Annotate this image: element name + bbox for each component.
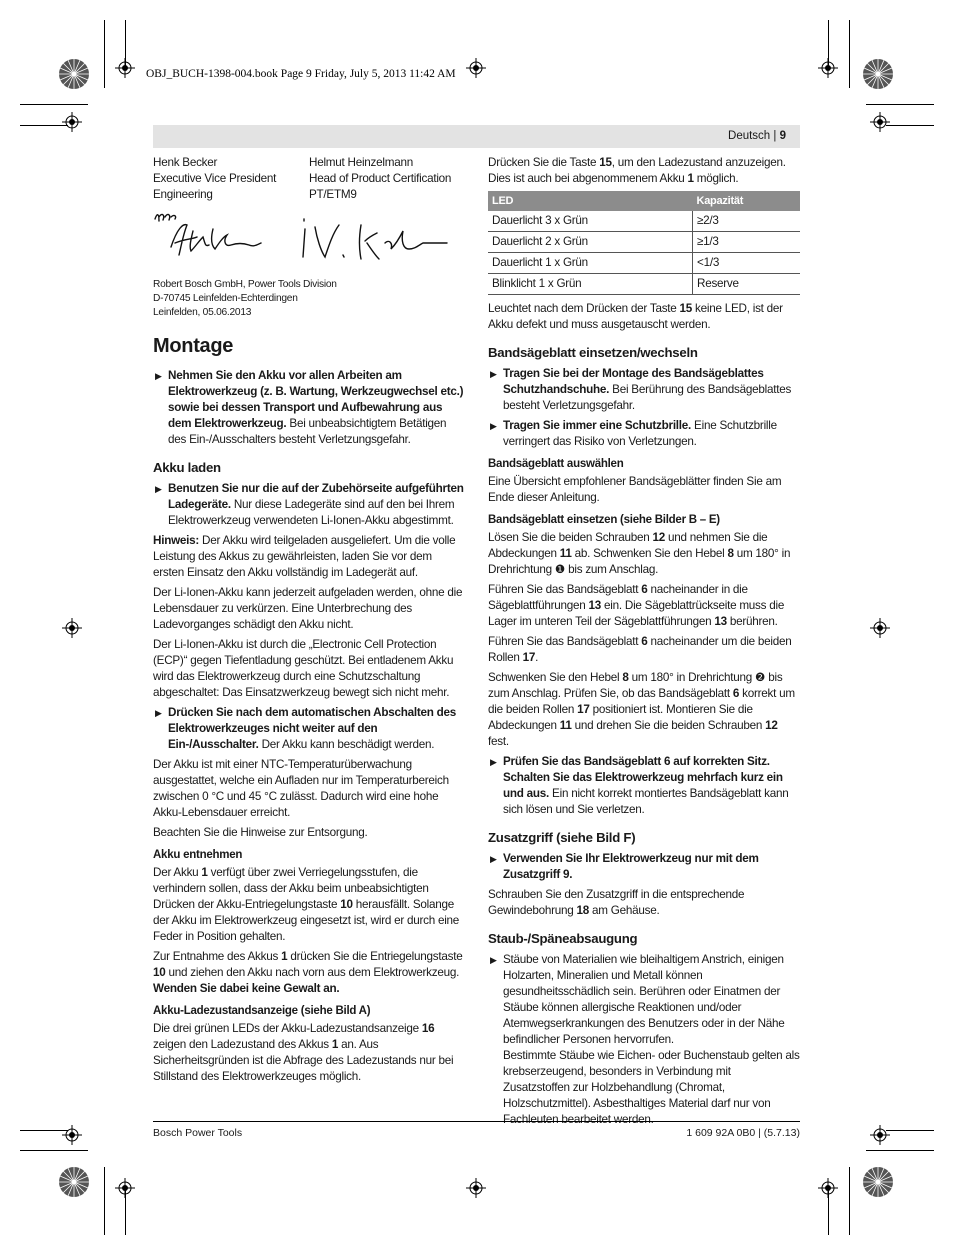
- safety-note-bold: Benutzen Sie nur die auf der Zubehörseite aufgeführten Ladegeräte.: [168, 482, 464, 511]
- table-row: [488, 232, 800, 253]
- signatory-title: Head of Product Certification: [309, 172, 452, 185]
- ref-number: 11: [559, 719, 572, 732]
- subheading-akku-entnehmen: Akku entnehmen: [153, 849, 243, 861]
- registration-mark-icon: [62, 1125, 82, 1145]
- crop-mark: [104, 1167, 105, 1235]
- subheading-bandsaegeblatt: Bandsägeblatt einsetzen/wechseln: [488, 345, 698, 360]
- table-cell: ≥2/3: [693, 211, 801, 232]
- ref-number: 11: [559, 547, 572, 560]
- safety-note-bold: Drücken Sie nach dem automatischen Abschalten des Elektrowerkzeuges nicht weiter auf den Ein-/Ausschalter.: [168, 706, 457, 751]
- section-title: Montage: [153, 335, 234, 357]
- ref-number: 8: [622, 671, 629, 684]
- text: an. Aus Sicherheitsgründen ist die Abfrage des Ladezustands nur bei Stillstand des Elektrowerkzeuges möglich.: [153, 1038, 454, 1083]
- safety-note-text: Bestimmte Stäube wie Eichen- oder Buchenstaub gelten als krebserzeugend, besonders in Verbindung mit Zusatzstoffen zur Holzbehandlung (Chromat, Holzschutzmittel). Asbesthaltiges Material darf nur von Fachleuten bearbeitet werden.: [503, 1049, 800, 1126]
- footer-left: Bosch Power Tools: [153, 1127, 243, 1139]
- ref-number: 1: [687, 172, 694, 185]
- bullet-triangle-icon: ▶: [155, 371, 162, 381]
- safety-note-bold: Verwenden Sie Ihr Elektrowerkzeug nur mit dem Zusatzgriff 9.: [503, 852, 759, 881]
- signatory-title: Executive Vice President: [153, 172, 277, 185]
- paragraph: [153, 949, 465, 997]
- safety-note-bold: Prüfen Sie das Bandsägeblatt 6 auf korrekten Sitz. Schalten Sie das Elektrowerkzeug mehrfach kurz ein und aus.: [503, 755, 783, 800]
- ref-number: 8: [727, 547, 734, 560]
- star-target-icon: [862, 1166, 894, 1198]
- paragraph: [488, 155, 800, 187]
- registration-mark-icon: [62, 618, 82, 638]
- text: bis zum Anschlag.: [565, 563, 659, 576]
- ref-number: 16: [421, 1022, 435, 1035]
- safety-note-text: Bei Berührung des Bandsägeblattes besteht Verletzungsgefahr.: [503, 383, 792, 412]
- text: Zur Entnahme des Akkus: [153, 950, 282, 963]
- signatory-dept: PT/ETM9: [309, 188, 357, 201]
- safety-note-bold: Tragen Sie bei der Montage des Bandsägeblattes Schutzhandschuhe.: [503, 367, 764, 396]
- subheading-ladezustand: Akku-Ladezustandsanzeige (siehe Bild A): [153, 1005, 371, 1017]
- text: nacheinander in die Sägeblattführungen: [488, 583, 748, 612]
- safety-note-text: Nur diese Ladegeräte sind auf den bei Ihrem Elektrowerkzeug verwendeten Li-Ionen-Akku abgestimmt.: [168, 498, 455, 527]
- page-header: [153, 125, 800, 148]
- ref-number: 6: [732, 687, 740, 700]
- crop-mark: [866, 104, 934, 105]
- text: Führen Sie das Bandsägeblatt: [488, 635, 642, 648]
- registration-mark-icon: [818, 1178, 838, 1198]
- registration-mark-icon: [870, 1125, 890, 1145]
- crop-mark: [20, 1150, 88, 1151]
- ref-number: 15: [599, 156, 612, 169]
- print-slug: OBJ_BUCH-1398-004.book Page 9 Friday, July 5, 2013 11:42 AM: [146, 68, 456, 80]
- signatory-dept: Engineering: [153, 188, 213, 201]
- text: und ziehen den Akku nach vorn aus dem Elektrowerkzeug.: [165, 966, 460, 979]
- safety-note: [488, 952, 800, 1128]
- table-cell: Reserve: [693, 274, 801, 295]
- text: positioniert ist. Montieren Sie die Abdeckungen: [488, 703, 753, 732]
- text: Drücken Sie die Taste: [488, 156, 600, 169]
- warning-text: Wenden Sie dabei keine Gewalt an.: [153, 982, 340, 995]
- bullet-triangle-icon: ▶: [490, 369, 497, 379]
- table-row: [488, 211, 800, 232]
- text: Lösen Sie die beiden Schrauben: [488, 531, 653, 544]
- bullet-triangle-icon: ▶: [155, 484, 162, 494]
- header-page: 9: [779, 130, 786, 142]
- paragraph: Beachten Sie die Hinweise zur Entsorgung.: [153, 826, 368, 839]
- subheading-auswaehlen: Bandsägeblatt auswählen: [488, 458, 624, 470]
- table-cell: <1/3: [693, 253, 801, 274]
- paragraph: [488, 582, 800, 630]
- text: bis zum Anschlag. Prüfen Sie, ob das Bandsägeblatt: [488, 671, 783, 700]
- table-cell: Blinklicht 1 x Grün: [488, 274, 693, 295]
- text: korrekt um die beiden Rollen: [488, 687, 795, 716]
- text: berühren.: [726, 615, 778, 628]
- table-header-row: [488, 191, 800, 211]
- text: ab. Schwenken Sie den Hebel: [571, 547, 728, 560]
- table-row: [488, 274, 800, 295]
- text: möglich.: [693, 172, 739, 185]
- text: ein. Die Sägeblattrückseite muss die Lager im unteren Teil der Sägeblattführungen: [488, 599, 785, 628]
- ref-number: 6: [641, 583, 648, 596]
- crop-mark: [20, 125, 68, 126]
- text: am Gehäuse.: [589, 904, 660, 917]
- safety-note-bold: Tragen Sie immer eine Schutzbrille.: [503, 419, 692, 432]
- ref-number: 18: [576, 904, 590, 917]
- ref-number: 1: [281, 950, 288, 963]
- registration-mark-icon: [115, 1178, 135, 1198]
- safety-note-bold: Nehmen Sie den Akku vor allen Arbeiten am Elektrowerkzeug (z. B. Wartung, Werkzeugwechsel etc.) sowie bei dessen Transport und Aufbewahrung aus dem Elektrowerkzeug.: [168, 369, 464, 430]
- text: keine LED, ist der Akku defekt und muss ausgetauscht werden.: [488, 302, 783, 331]
- crop-mark: [849, 20, 850, 88]
- safety-note-text: Eine Schutzbrille verringert das Risiko von Verletzungen.: [503, 419, 777, 448]
- column-header-kapazitaet: Kapazität: [693, 191, 801, 211]
- text: drücken Sie die Entriegelungstaste: [287, 950, 463, 963]
- hinweis-label: Hinweis:: [153, 534, 200, 547]
- star-target-icon: [862, 58, 894, 90]
- bullet-triangle-icon: ▶: [490, 955, 497, 965]
- safety-note-text: Der Akku kann beschädigt werden.: [258, 738, 435, 751]
- ref-number: 17: [577, 703, 590, 716]
- paragraph: Der Akku ist mit einer NTC-Temperaturüberwachung ausgestattet, welche ein Aufladen nur im Temperaturbereich zwischen 0 °C und 45 °C zulässt. Dadurch wird eine hohe Akku-Lebensdauer erreicht.: [153, 758, 449, 819]
- crop-mark: [104, 20, 105, 88]
- text: Schwenken Sie den Hebel: [488, 671, 623, 684]
- rotation-step-1-icon: ❶: [554, 563, 566, 576]
- crop-mark: [849, 1167, 850, 1235]
- registration-mark-icon: [870, 618, 890, 638]
- safety-note: [153, 368, 465, 448]
- table-row: [488, 253, 800, 274]
- paragraph: [488, 670, 800, 750]
- subheading-zusatzgriff: Zusatzgriff (siehe Bild F): [488, 830, 636, 845]
- paragraph: [488, 634, 800, 666]
- safety-note: [153, 481, 465, 529]
- text: verfügt über zwei Verriegelungsstufen, die verhindern sollen, dass der Akku beim unbeabsichtigten Drücken der Akku-Entriegelungstaste: [153, 866, 429, 911]
- registration-mark-icon: [115, 58, 135, 78]
- text: , um den Ladezustand anzuzeigen. Dies ist auch bei abgenommenem Akku: [488, 156, 786, 185]
- header-separator: |: [770, 130, 780, 142]
- table-cell: Dauerlicht 1 x Grün: [488, 253, 693, 274]
- subheading-einsetzen: Bandsägeblatt einsetzen (siehe Bilder B – E): [488, 514, 720, 526]
- registration-mark-icon: [466, 1178, 486, 1198]
- paragraph: Der Li-Ionen-Akku kann jederzeit aufgeladen werden, ohne die Lebensdauer zu verkürzen. Eine Unterbrechung des Ladevorganges schädigt den Akku nicht.: [153, 586, 463, 631]
- ref-number: 12: [652, 531, 665, 544]
- right-column: [488, 155, 800, 1132]
- text: zeigen den Ladezustand des Akkus: [153, 1038, 332, 1051]
- text: Leuchtet nach dem Drücken der Taste: [488, 302, 680, 315]
- ref-number: 17: [522, 651, 536, 664]
- ref-number: 10: [340, 898, 353, 911]
- safety-note: [488, 418, 800, 450]
- crop-mark: [866, 1150, 934, 1151]
- footer-rule: [153, 1121, 800, 1122]
- company-date: Leinfelden, 05.06.2013: [153, 307, 252, 318]
- registration-mark-icon: [818, 58, 838, 78]
- footer-right: 1 609 92A 0B0 | (5.7.13): [686, 1127, 800, 1139]
- ref-number: 10: [153, 966, 166, 979]
- handwritten-signatures: [153, 209, 453, 271]
- text: um 180° in Drehrichtung: [488, 547, 791, 576]
- safety-note-text: Bei unbeabsichtigtem Betätigen des Ein-/Ausschalters besteht Verletzungsgefahr.: [168, 417, 447, 446]
- safety-note: [488, 366, 800, 414]
- signature-block: [153, 155, 465, 203]
- ref-number: 6: [641, 635, 648, 648]
- left-column: [153, 155, 465, 1089]
- page-number: [728, 130, 786, 142]
- text: nacheinander um die beiden Rollen: [488, 635, 792, 664]
- paragraph: [488, 530, 800, 578]
- safety-note: [153, 705, 465, 753]
- paragraph: Eine Übersicht empfohlener Bandsägeblätter finden Sie am Ende dieser Anleitung.: [488, 475, 782, 504]
- paragraph: [153, 1021, 465, 1085]
- led-capacity-table: [488, 191, 800, 295]
- crop-mark: [20, 1130, 68, 1131]
- text: und drehen Sie die beiden Schrauben: [571, 719, 766, 732]
- paragraph: [488, 301, 800, 333]
- bullet-triangle-icon: ▶: [490, 421, 497, 431]
- signatory-2: [309, 155, 465, 203]
- table-cell: Dauerlicht 3 x Grün: [488, 211, 693, 232]
- ref-number: 1: [331, 1038, 339, 1051]
- crop-mark: [886, 125, 934, 126]
- company-address: D-70745 Leinfelden-Echterdingen: [153, 293, 298, 304]
- table-cell: ≥1/3: [693, 232, 801, 253]
- paragraph: [488, 887, 800, 919]
- ref-number: 15: [679, 302, 693, 315]
- ref-number: 12: [765, 719, 778, 732]
- registration-mark-icon: [62, 112, 82, 132]
- hinweis-text: Der Akku wird teilgeladen ausgeliefert. Um die volle Leistung des Akkus zu gewährleisten, laden Sie vor dem ersten Einsatz den Akku vollständig im Ladegerät auf.: [153, 534, 456, 579]
- paragraph: [153, 865, 465, 945]
- text: um 180° in Drehrichtung: [628, 671, 756, 684]
- safety-note-text: Ein nicht korrekt montiertes Bandsägeblatt kann sich lösen und Sie verletzen.: [503, 787, 789, 816]
- safety-note: [488, 754, 800, 818]
- registration-mark-icon: [466, 58, 486, 78]
- header-language: Deutsch: [728, 130, 771, 142]
- signatory-name: Henk Becker: [153, 156, 218, 169]
- text: Führen Sie das Bandsägeblatt: [488, 583, 642, 596]
- text: Schrauben Sie den Zusatzgriff in die entsprechende Gewindebohrung: [488, 888, 745, 917]
- signatory-name: Helmut Heinzelmann: [309, 156, 413, 169]
- bullet-triangle-icon: ▶: [490, 854, 497, 864]
- table-cell: Dauerlicht 2 x Grün: [488, 232, 693, 253]
- subheading-staubabsaugung: Staub-/Späneabsaugung: [488, 931, 638, 946]
- crop-mark: [886, 1130, 934, 1131]
- company-name: Robert Bosch GmbH, Power Tools Division: [153, 279, 337, 290]
- text: .: [535, 651, 539, 664]
- ref-number: 1: [201, 866, 208, 879]
- safety-note: [488, 851, 800, 883]
- star-target-icon: [58, 1166, 90, 1198]
- subheading-akku-laden: Akku laden: [153, 460, 221, 475]
- column-header-led: LED: [488, 191, 693, 211]
- text: fest.: [488, 735, 509, 748]
- bullet-triangle-icon: ▶: [490, 757, 497, 767]
- text: Der Akku: [153, 866, 202, 879]
- ref-number: 13: [714, 615, 727, 628]
- signatory-1: [153, 155, 309, 203]
- ref-number: 13: [588, 599, 602, 612]
- paragraph-hinweis: [153, 533, 465, 581]
- bullet-triangle-icon: ▶: [155, 708, 162, 718]
- text: herausfällt. Solange der Akku im Elektrowerkzeug eingesetzt ist, wird er durch eine Feder in Position gehalten.: [153, 898, 460, 943]
- safety-note-text: Stäube von Materialien wie bleihaltigem Anstrich, einigen Holzarten, Mineralien und Metall können gesundheitsschädlich sein. Berühren oder Einatmen der Stäube können allergische Reaktionen und/oder Atemwegserkrankungen des Benutzers oder in der Nähe befindlicher Personen hervorrufen.: [503, 953, 785, 1046]
- text: und nehmen Sie die Abdeckungen: [488, 531, 768, 560]
- crop-mark: [20, 104, 88, 105]
- paragraph: Der Li-Ionen-Akku ist durch die „Electronic Cell Protection (ECP)“ gegen Tiefentladung geschützt. Bei entladenem Akku wird das Elektrowerkzeug durch eine Schutzschaltung abgeschaltet: Das Einsatzwerkzeug bewegt sich nicht mehr.: [153, 638, 454, 699]
- text: Die drei grünen LEDs der Akku-Ladezustandsanzeige: [153, 1022, 422, 1035]
- registration-mark-icon: [870, 112, 890, 132]
- star-target-icon: [58, 58, 90, 90]
- rotation-step-2-icon: ❷: [755, 671, 766, 684]
